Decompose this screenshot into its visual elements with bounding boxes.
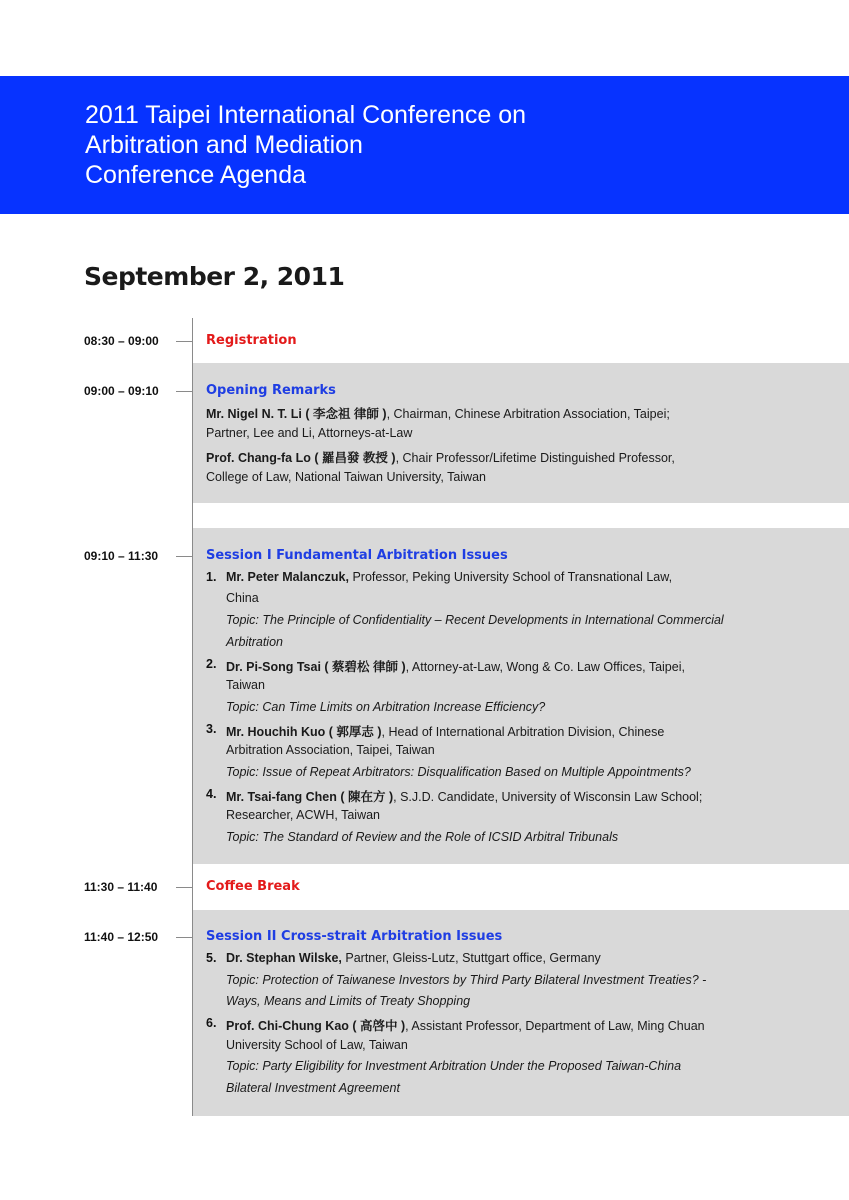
timeline-tick (176, 556, 192, 557)
speaker-name: Mr. Tsai-fang Chen ( 陳在方 ) (226, 790, 394, 804)
topic-line: Topic: Party Eligibility for Investment Arbitration Under the Proposed Taiwan-China (226, 1059, 682, 1073)
speaker-desc: , Chair Professor/Lifetime Distinguished Professor, (395, 451, 675, 465)
speaker-name: Mr. Nigel N. T. Li ( 李念祖 律師 ) (206, 407, 387, 421)
header-title-line3: Conference Agenda (85, 161, 307, 189)
topic-line: Topic: Protection of Taiwanese Investors by Third Party Bilateral Investment Treaties? - (226, 973, 707, 987)
header-banner (0, 76, 849, 214)
speaker-desc-line2: Arbitration Association, Taipei, Taiwan (226, 743, 435, 757)
speaker-line (226, 951, 601, 965)
time-coffee: 11:30 – 11:40 (84, 880, 158, 894)
speaker-desc: , S.J.D. Candidate, University of Wisconsin Law School; (393, 790, 703, 804)
speaker-desc: , Chairman, Chinese Arbitration Association, Taipei; (386, 407, 670, 421)
speaker-line (226, 722, 664, 740)
timeline-tick (176, 937, 192, 938)
registration-title: Registration (206, 333, 297, 348)
speaker-name: Mr. Peter Malanczuk, (226, 570, 349, 584)
speaker-line (226, 570, 672, 584)
time-session2: 11:40 – 12:50 (84, 930, 159, 944)
speaker-desc: Partner, Gleiss-Lutz, Stuttgart office, Germany (341, 951, 601, 965)
opening-title: Opening Remarks (206, 383, 336, 398)
session2-title: Session II Cross-strait Arbitration Issues (206, 929, 503, 944)
timeline-tick (176, 341, 192, 342)
speaker-desc-line2: University School of Law, Taiwan (226, 1038, 408, 1052)
speaker-desc-line2: China (226, 591, 259, 605)
speaker-desc-line2: Taiwan (226, 678, 265, 692)
speaker-line (226, 1016, 705, 1034)
speaker-desc: Professor, Peking University School of Transnational Law, (348, 570, 673, 584)
topic-line: Arbitration (226, 635, 283, 649)
coffee-title: Coffee Break (206, 879, 300, 894)
speaker-line (206, 404, 670, 422)
time-opening: 09:00 – 09:10 (84, 384, 159, 398)
item-number: 1. (206, 570, 217, 584)
item-number: 4. (206, 787, 217, 801)
speaker-name: Dr. Pi-Song Tsai ( 蔡碧松 律師 ) (226, 660, 406, 674)
speaker-name: Prof. Chi-Chung Kao ( 高啓中 ) (226, 1019, 406, 1033)
timeline-tick (176, 391, 192, 392)
topic-line: Topic: The Principle of Confidentiality – Recent Developments in International Commercial (226, 613, 724, 627)
speaker-desc: , Attorney-at-Law, Wong & Co. Law Offices, Taipei, (405, 660, 685, 674)
session1-title: Session I Fundamental Arbitration Issues (206, 548, 508, 563)
item-number: 3. (206, 722, 217, 736)
item-number: 5. (206, 951, 217, 965)
speaker-desc-line2: Partner, Lee and Li, Attorneys-at-Law (206, 426, 413, 440)
time-registration: 08:30 – 09:00 (84, 334, 159, 348)
timeline-tick (176, 887, 192, 888)
speaker-line (206, 448, 675, 466)
speaker-desc: , Assistant Professor, Department of Law, Ming Chuan (405, 1019, 705, 1033)
speaker-desc-line2: Researcher, ACWH, Taiwan (226, 808, 380, 822)
header-title-line2: Arbitration and Mediation (85, 131, 363, 159)
speaker-name: Dr. Stephan Wilske, (226, 951, 342, 965)
speaker-desc-line2: College of Law, National Taiwan University, Taiwan (206, 470, 487, 484)
speaker-line (226, 787, 702, 805)
item-number: 2. (206, 657, 217, 671)
item-number: 6. (206, 1016, 217, 1030)
timeline-line (192, 318, 193, 1116)
date-heading: September 2, 2011 (84, 262, 345, 291)
time-session1: 09:10 – 11:30 (84, 549, 159, 563)
topic-line: Ways, Means and Limits of Treaty Shopping (226, 994, 471, 1008)
speaker-name: Mr. Houchih Kuo ( 郭厚志 ) (226, 725, 382, 739)
topic-line: Topic: Can Time Limits on Arbitration Increase Efficiency? (226, 700, 546, 714)
speaker-name: Prof. Chang-fa Lo ( 羅昌發 教授 ) (206, 451, 396, 465)
speaker-desc: , Head of International Arbitration Division, Chinese (381, 725, 665, 739)
header-title-line1: 2011 Taipei International Conference on (85, 101, 527, 129)
topic-line: Bilateral Investment Agreement (226, 1081, 400, 1095)
speaker-line (226, 657, 685, 675)
topic-line: Topic: The Standard of Review and the Role of ICSID Arbitral Tribunals (226, 830, 619, 844)
topic-line: Topic: Issue of Repeat Arbitrators: Disqualification Based on Multiple Appointments? (226, 765, 691, 779)
